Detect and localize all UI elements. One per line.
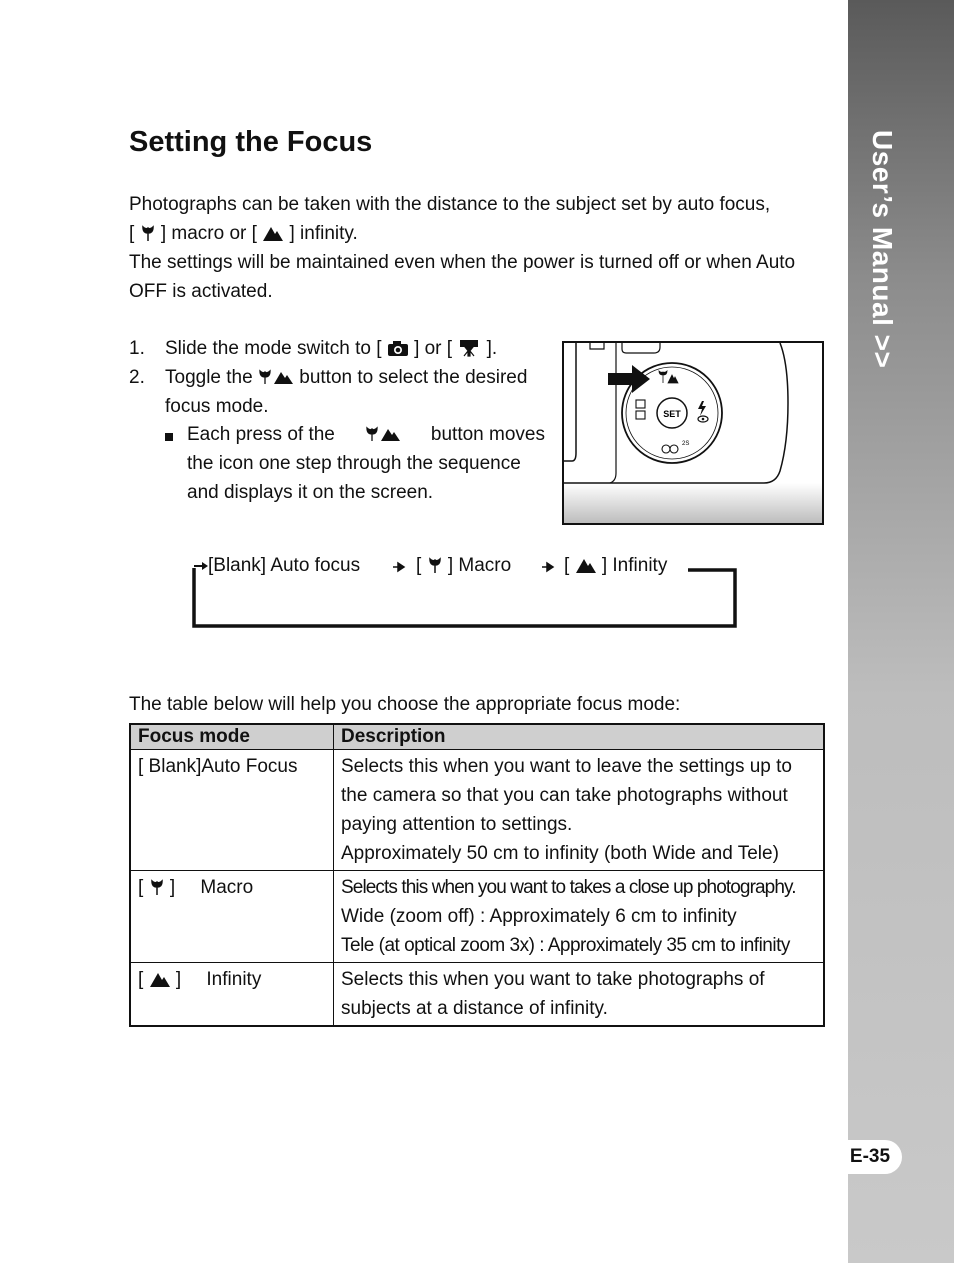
macro-icon (149, 878, 165, 896)
focus-sequence-diagram (190, 550, 740, 630)
bullet-line-1: Each press of the button moves (187, 424, 545, 445)
table-row (130, 963, 824, 1027)
intro-line-3: The settings will be maintained even when the power is turned off or when Auto (129, 252, 796, 273)
camera-back-illustration (562, 341, 824, 525)
bullet-line-2: the icon one step through the sequence (187, 453, 521, 474)
step-2-bullet (165, 420, 545, 507)
step-2-line-2: focus mode. (165, 396, 269, 417)
table-intro: The table below will help you choose the appropriate focus mode: (129, 694, 681, 715)
description-cell: Selects this when you want to leave the settings up to the camera so that you can take photographs without paying attention to settings. Approximately 50 cm to infinity (both Wide and Tele) (334, 750, 825, 871)
intro-line-2: [ ] macro or [ ] infinity. (129, 223, 358, 244)
steps-list (129, 334, 549, 421)
side-tab-title: User’s Manual >> (867, 130, 898, 369)
intro-line-4: OFF is activated. (129, 281, 273, 302)
bullet-square (165, 433, 173, 441)
focus-mode-table (129, 723, 825, 1027)
mode-cell: [ ] Infinity (130, 963, 334, 1027)
header-focus-mode: Focus mode (130, 724, 334, 750)
page-number: E-35 (838, 1140, 902, 1174)
macro-icon (140, 224, 156, 242)
description-cell: Selects this when you want to takes a close up photography. Wide (zoom off) : Approximately 6 cm to infinity Tele (at optical zoom 3x) : Approximately 35 cm to infinity (334, 871, 825, 963)
sequence-infinity: [ ] Infinity (564, 555, 668, 576)
camera-icon (387, 339, 409, 357)
intro-paragraph (129, 190, 829, 306)
mountain-icon (149, 970, 171, 988)
focus-button-icon (258, 368, 294, 386)
intro-line-1: Photographs can be taken with the distance to the subject set by auto focus, (129, 194, 771, 215)
macro-icon (427, 556, 443, 574)
sequence-auto-focus: [Blank] Auto focus (208, 555, 361, 576)
header-description: Description (334, 724, 825, 750)
mountain-icon (262, 224, 284, 242)
step-1: 1. Slide the mode switch to [ ] or [ ]. (129, 338, 498, 359)
set-button-label: SET (663, 409, 681, 419)
mode-cell: [ ] Macro (130, 871, 334, 963)
timer-label: 2S (682, 441, 690, 447)
movie-icon (457, 337, 481, 357)
focus-button-icon (365, 425, 401, 443)
mountain-icon (575, 556, 597, 574)
mode-cell: [ Blank]Auto Focus (130, 750, 334, 871)
description-cell: Selects this when you want to take photographs of subjects at a distance of infinity. (334, 963, 825, 1027)
camera-diagram (564, 343, 822, 523)
bullet-line-3: and displays it on the screen. (187, 482, 434, 503)
step-2: 2. Toggle the button to select the desired (129, 367, 528, 388)
table-row (130, 871, 824, 963)
page-title: Setting the Focus (129, 126, 373, 158)
sequence-macro: [ ] Macro (416, 555, 512, 576)
table-header-row (130, 724, 824, 750)
table-row (130, 750, 824, 871)
